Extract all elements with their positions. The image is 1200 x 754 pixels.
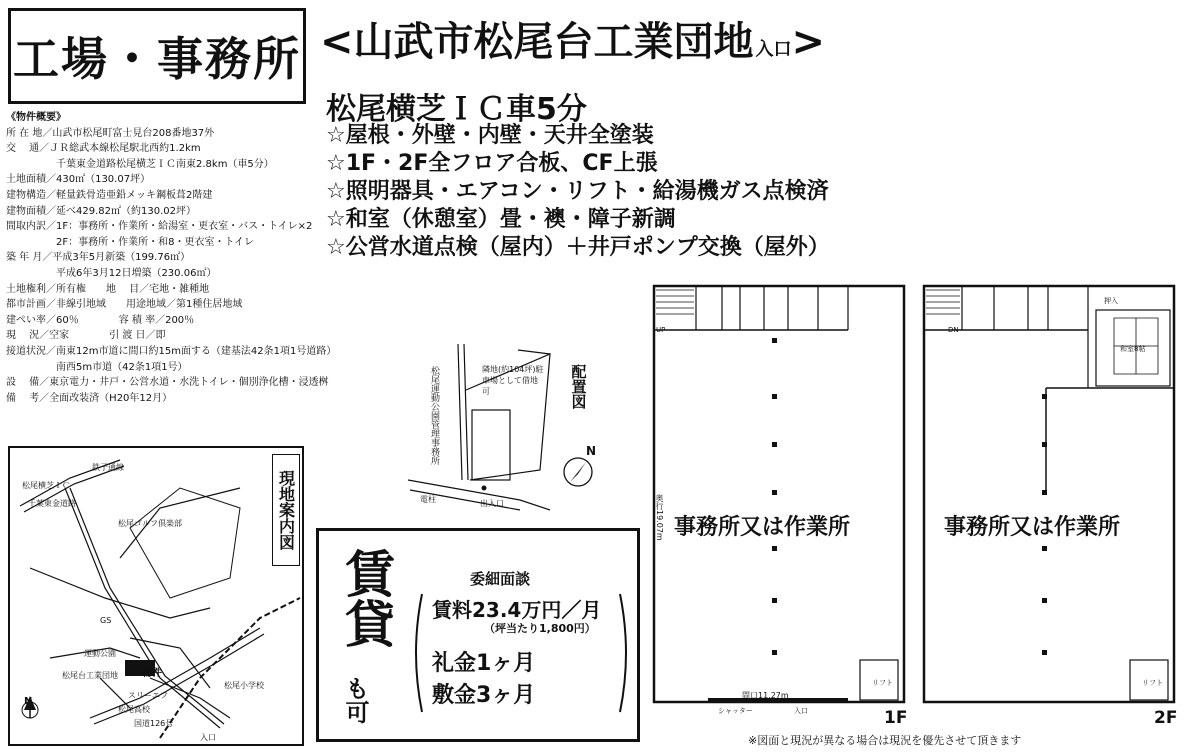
map-label-route126: 国道126号 [134,719,174,728]
headline [320,10,900,74]
overview-row: 設 備／東京電力・井戸・公営水道・水洗トイレ・個別浄化槽・浸透桝 [6,377,329,389]
map-label-north: N [24,696,33,707]
overview-row: 土地権利／所有権 地 目／宅地・雑種地 [6,283,210,295]
floor1-room-label: 事務所又は作業所 [674,515,851,540]
site-plan-north: N [586,444,597,458]
map-label-property: 物件 [142,668,162,679]
key-money: 礼金1ヶ月 [432,651,536,676]
rent-left-paren [410,592,424,714]
floor1-up: UP [656,326,666,334]
floor1-frontage: 間口11.27m [742,691,789,700]
overview-row: 交 通／ＪＲ総武本線松尾駅北西約1.2km [6,143,201,155]
rent-amount: 賃料23.4万円／月 [432,598,602,622]
map-label-railway: 鉄子通線 [92,463,124,472]
overview-row: 2F：事務所・作業所・和8・更衣室・トイレ [6,236,254,248]
headline-close: > [791,19,826,65]
overview-row: 都市計画／非線引地域 用途地域／第1種住居地域 [6,299,243,311]
headline-small: 入口 [755,39,792,60]
map-label-park: 運動公園 [84,649,116,658]
rent-per-tsubo: （坪当たり1,800円） [484,622,596,635]
floor2-lift: リフト [1142,679,1163,687]
feature-item: ☆和室（休憩室）畳・襖・障子新調 [326,207,676,232]
floor2-dn: DN [948,326,959,334]
page-title: 工場・事務所 [13,32,301,86]
map-label-entrance: 入口 [200,733,216,742]
site-plan-entrance: 出入口 [480,499,504,508]
area-map [8,446,304,746]
floor1-lift: リフト [872,679,893,687]
property-overview [6,110,341,406]
map-label-golf: 松尾ゴルフ倶楽部 [118,519,182,528]
map-label-ic: 松尾横芝ＩＣ [22,481,70,490]
overview-row: 南西5m市道（42条1項1号） [6,361,188,373]
site-plan-park-label: 松尾運動公園管理事務所 [429,366,439,465]
floor1-entrance: 入口 [794,707,808,715]
area-map-title: 現地案内図 [272,454,300,566]
floor2-room-label: 事務所又は作業所 [944,515,1121,540]
map-label-industrial: 松尾台工業団地 [62,671,118,680]
overview-row: 接道状況／南東12m市道に間口約15m面する（建基法42条1項1号道路） [6,345,337,357]
floor1-depth: 奥行19.07m [655,494,664,541]
feature-item: ☆公営水道点検（屋内）＋井戸ポンプ交換（屋外） [326,235,830,260]
overview-row: 現 況／空家 引 渡 日／即 [6,330,166,342]
overview-row: 平成6年3月12日増築（230.06㎡） [6,267,217,279]
floor1-plan [648,284,910,724]
rent-ok-label: も可 [341,676,369,724]
floor2-oshiire: 押入 [1104,297,1118,305]
overview-row: 建ぺい率／60％ 容 積 率／200％ [6,314,195,326]
feature-list [326,122,830,262]
overview-heading: 《物件概要》 [6,112,66,123]
overview-row: 備 考／全面改装済（H20年12月） [6,392,173,404]
site-plan-utility: 電柱 [420,495,436,504]
footnote: ※図面と現況が異なる場合は現況を優先させて頂きます [748,734,1022,747]
overview-row: 間取内訳／1F：事務所・作業所・給湯室・更衣室・バス・トイレ×2 [6,221,313,233]
overview-row: 建物面積／延べ429.82㎡（約130.02坪） [6,205,196,217]
floor1-label: 1F [884,708,908,728]
overview-row: 土地面積／430㎡（130.07坪） [6,174,151,186]
negotiable-label: 委細面談 [470,570,531,588]
feature-item: ☆照明器具・エアコン・リフト・給湯機ガス点検済 [326,179,829,204]
site-plan-title: 配置図 [569,363,588,409]
overview-row: 千葉東金道路松尾横芝ＩＣ南東2.8km（車5分） [6,158,274,170]
feature-item: ☆1F・2F全フロア合板、CF上張 [326,151,658,176]
feature-item: ☆屋根・外壁・内壁・天井全塗装 [326,123,654,148]
map-label-highschool: 松尾高校 [118,705,150,714]
overview-row: 建物構造／軽量鉄骨造亜鉛メッキ鋼板葺2階建 [6,189,213,201]
access-line: 松尾横芝ＩＣ車5分 [326,92,587,127]
rent-big-label: 賃貸 [337,548,395,648]
overview-row: 築 年 月／平成3年5月新築（199.76㎡） [6,252,191,264]
overview-row: 所 在 地／山武市松尾町富士見台208番地37外 [6,127,215,139]
map-label-super: スリーエフ [128,691,168,700]
site-plan-parking-note: 隣地(約104坪)駐車場として借地可 [482,365,544,396]
title-box [8,8,306,104]
floor2-label: 2F [1154,708,1178,728]
deposit: 敷金3ヶ月 [432,683,536,708]
rent-right-paren [618,592,632,714]
headline-main: <山武市松尾台工業団地 [320,19,754,65]
floor1-shutter: シャッター [718,707,753,715]
map-label-expressway: 千葉東金道路 [28,499,76,508]
map-label-gs: GS [100,616,112,625]
floor2-washitsu: 和室8帖 [1120,345,1146,353]
map-label-school: 松尾小学校 [224,681,264,690]
